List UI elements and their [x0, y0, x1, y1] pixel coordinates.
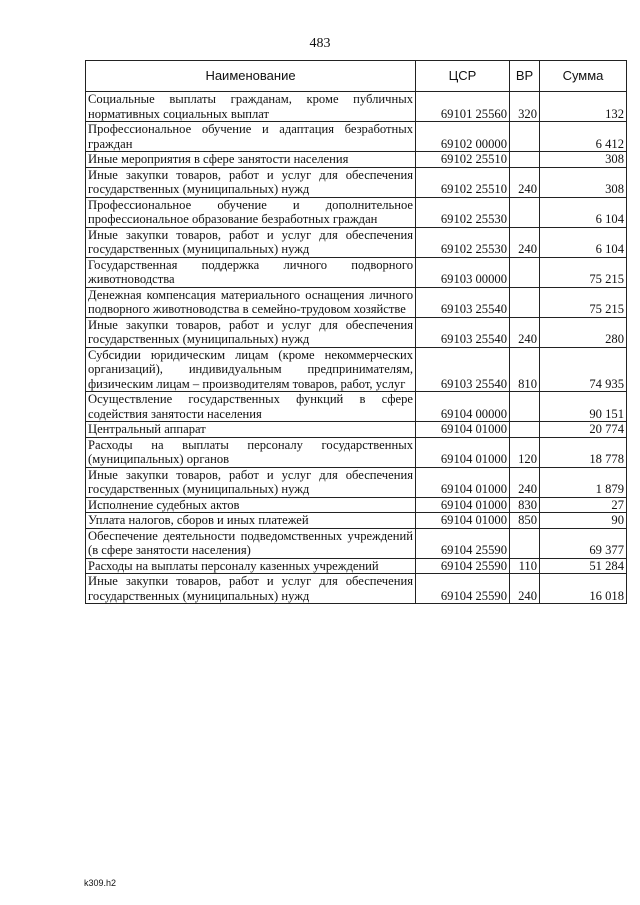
cell-csr: 69103 25540 — [416, 317, 510, 347]
cell-csr: 69104 25590 — [416, 528, 510, 558]
table-row — [86, 422, 627, 438]
table-row — [86, 92, 627, 122]
cell-sum: 6 104 — [540, 227, 627, 257]
cell-vr — [510, 152, 540, 168]
cell-name: Профессиональное обучение и адаптация безработных граждан — [86, 122, 416, 152]
cell-csr: 69104 01000 — [416, 467, 510, 497]
table-row — [86, 392, 627, 422]
table-body — [86, 92, 627, 604]
cell-name: Иные закупки товаров, работ и услуг для обеспечения государственных (муниципальных) нужд — [86, 167, 416, 197]
cell-csr: 69101 25560 — [416, 92, 510, 122]
table-row — [86, 152, 627, 168]
cell-sum: 51 284 — [540, 558, 627, 574]
table-row — [86, 197, 627, 227]
table-row — [86, 513, 627, 529]
cell-name: Иные закупки товаров, работ и услуг для обеспечения государственных (муниципальных) нужд — [86, 227, 416, 257]
cell-csr: 69104 25590 — [416, 574, 510, 604]
column-header-csr: ЦСР — [416, 61, 510, 92]
column-header-name: Наименование — [86, 61, 416, 92]
cell-sum: 74 935 — [540, 347, 627, 392]
cell-name: Расходы на выплаты персоналу казенных учреждений — [86, 558, 416, 574]
cell-vr: 240 — [510, 574, 540, 604]
cell-csr: 69102 25510 — [416, 167, 510, 197]
cell-vr — [510, 422, 540, 438]
cell-sum: 90 151 — [540, 392, 627, 422]
cell-name: Центральный аппарат — [86, 422, 416, 438]
table-row — [86, 317, 627, 347]
table-row — [86, 287, 627, 317]
cell-sum: 27 — [540, 497, 627, 513]
cell-vr: 120 — [510, 437, 540, 467]
table-row — [86, 227, 627, 257]
cell-name: Государственная поддержка личного подворного животноводства — [86, 257, 416, 287]
cell-vr — [510, 287, 540, 317]
cell-sum: 16 018 — [540, 574, 627, 604]
table-row — [86, 574, 627, 604]
cell-sum: 75 215 — [540, 257, 627, 287]
cell-name: Социальные выплаты гражданам, кроме публичных нормативных социальных выплат — [86, 92, 416, 122]
cell-csr: 69104 00000 — [416, 392, 510, 422]
cell-csr: 69104 01000 — [416, 422, 510, 438]
column-header-vr: ВР — [510, 61, 540, 92]
cell-name: Обеспечение деятельности подведомственных учреждений (в сфере занятости населения) — [86, 528, 416, 558]
cell-sum: 75 215 — [540, 287, 627, 317]
footer-code: k309.h2 — [84, 878, 117, 888]
cell-vr: 810 — [510, 347, 540, 392]
cell-sum: 18 778 — [540, 437, 627, 467]
cell-name: Иные закупки товаров, работ и услуг для обеспечения государственных (муниципальных) нужд — [86, 467, 416, 497]
cell-sum: 90 — [540, 513, 627, 529]
cell-vr: 850 — [510, 513, 540, 529]
cell-csr: 69102 00000 — [416, 122, 510, 152]
cell-csr: 69103 25540 — [416, 347, 510, 392]
cell-sum: 1 879 — [540, 467, 627, 497]
cell-csr: 69102 25530 — [416, 197, 510, 227]
budget-table — [85, 60, 627, 604]
cell-sum: 6 104 — [540, 197, 627, 227]
cell-csr: 69104 01000 — [416, 497, 510, 513]
table-header-row — [86, 61, 627, 92]
cell-csr: 69102 25510 — [416, 152, 510, 168]
table-row — [86, 347, 627, 392]
cell-sum: 6 412 — [540, 122, 627, 152]
cell-sum: 69 377 — [540, 528, 627, 558]
cell-name: Субсидии юридическим лицам (кроме некоммерческих организаций), индивидуальным предпринимателям, физическим лицам – производителям товаров, работ, услуг — [86, 347, 416, 392]
cell-sum: 132 — [540, 92, 627, 122]
cell-vr — [510, 392, 540, 422]
cell-csr: 69102 25530 — [416, 227, 510, 257]
table-row — [86, 558, 627, 574]
cell-vr — [510, 528, 540, 558]
cell-csr: 69104 01000 — [416, 513, 510, 529]
cell-name: Расходы на выплаты персоналу государственных (муниципальных) органов — [86, 437, 416, 467]
table-row — [86, 122, 627, 152]
cell-sum: 20 774 — [540, 422, 627, 438]
cell-sum: 308 — [540, 167, 627, 197]
cell-name: Иные закупки товаров, работ и услуг для обеспечения государственных (муниципальных) нужд — [86, 574, 416, 604]
cell-name: Денежная компенсация материального оснащения личного подворного животноводства в семейно-трудовом хозяйстве — [86, 287, 416, 317]
table-row — [86, 467, 627, 497]
table-row — [86, 497, 627, 513]
cell-vr — [510, 257, 540, 287]
cell-name: Исполнение судебных актов — [86, 497, 416, 513]
table-row — [86, 528, 627, 558]
cell-name: Осуществление государственных функций в сфере содействия занятости населения — [86, 392, 416, 422]
cell-csr: 69104 25590 — [416, 558, 510, 574]
cell-csr: 69103 25540 — [416, 287, 510, 317]
table-row — [86, 167, 627, 197]
cell-name: Профессиональное обучение и дополнительное профессиональное образование безработных граждан — [86, 197, 416, 227]
cell-sum: 308 — [540, 152, 627, 168]
cell-csr: 69104 01000 — [416, 437, 510, 467]
cell-vr: 240 — [510, 317, 540, 347]
cell-name: Иные закупки товаров, работ и услуг для обеспечения государственных (муниципальных) нужд — [86, 317, 416, 347]
cell-vr — [510, 197, 540, 227]
cell-sum: 280 — [540, 317, 627, 347]
cell-vr: 240 — [510, 467, 540, 497]
cell-vr: 110 — [510, 558, 540, 574]
cell-csr: 69103 00000 — [416, 257, 510, 287]
cell-name: Иные мероприятия в сфере занятости населения — [86, 152, 416, 168]
column-header-sum: Сумма — [540, 61, 627, 92]
cell-name: Уплата налогов, сборов и иных платежей — [86, 513, 416, 529]
page-number: 483 — [309, 36, 331, 51]
cell-vr: 320 — [510, 92, 540, 122]
cell-vr: 830 — [510, 497, 540, 513]
cell-vr: 240 — [510, 167, 540, 197]
cell-vr — [510, 122, 540, 152]
cell-vr: 240 — [510, 227, 540, 257]
table-row — [86, 437, 627, 467]
table-row — [86, 257, 627, 287]
